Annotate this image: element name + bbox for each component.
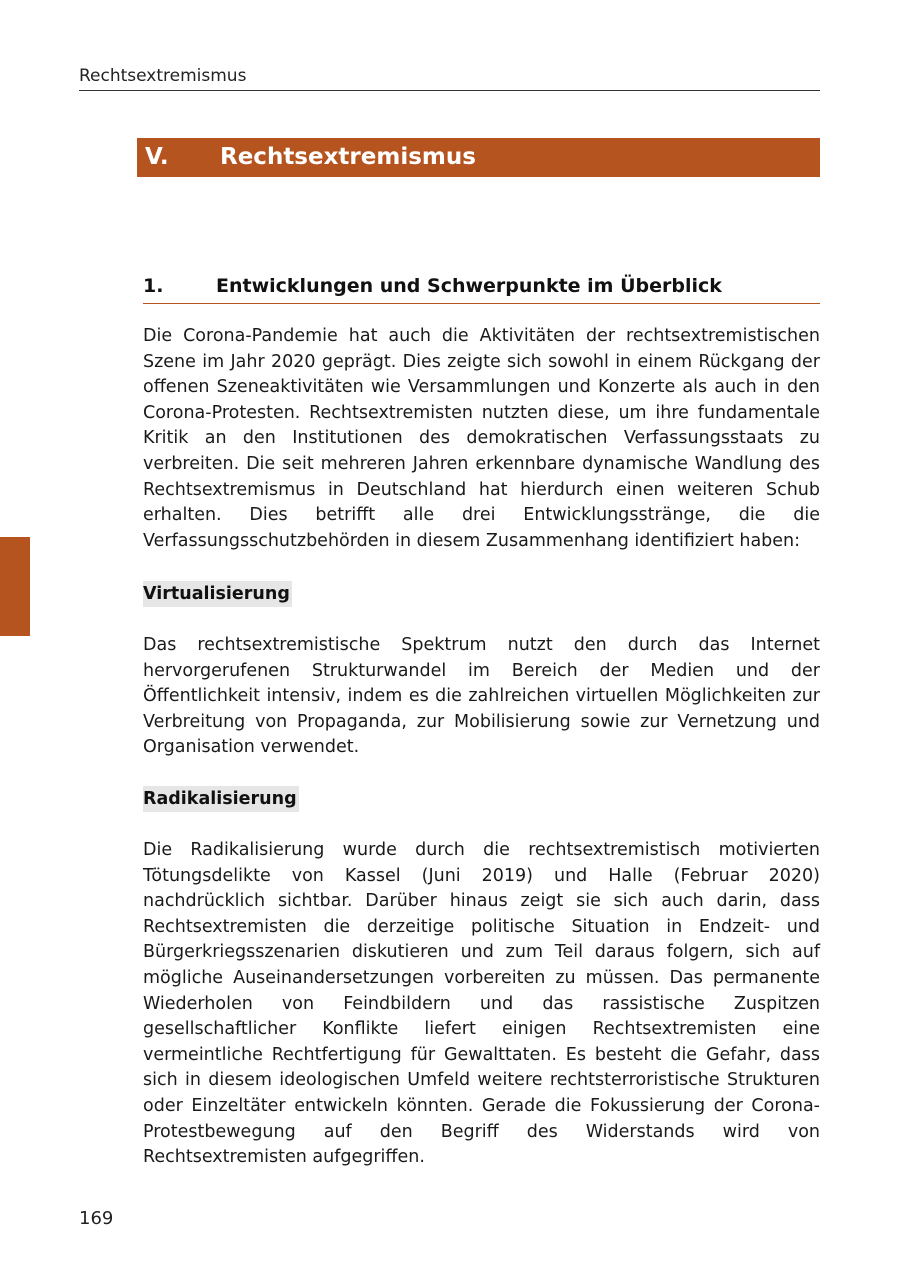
section-heading [143, 273, 820, 304]
radikalisierung-paragraph: Die Radikalisierung wurde durch die rechtsextremistisch motivierten Tötungsdelikte von Kassel (Juni 2019) und Halle (Februar 2020) nachdrücklich sichtbar. Darüber hinaus zeigt sie sich auch darin, dass Rechtsextremisten die derzeitige politische Situation in Endzeit- und Bürgerkriegsszenarien diskutieren und zum Teil daraus folgern, sich auf mögliche Auseinandersetzungen vorbereiten zu müssen. Das permanente Wiederholen von Feindbildern und das rassistische Zuspitzen gesellschaftlicher Konflikte liefert einigen Rechtsextremisten eine vermeintliche Rechtfertigung für Gewalttaten. Es besteht die Gefahr, dass sich in diesem ideologischen Umfeld weitere rechtsterroristische Strukturen oder Einzeltäter entwickeln könnten. Gerade die Fokussierung der Corona-Protestbewegung auf den Begriff des Widerstands wird von Rechtsextremisten aufgegriffen. [143, 840, 820, 1168]
intro-paragraph: Die Corona-Pandemie hat auch die Aktivitäten der rechtsextremistischen Szene im Jahr 2020 geprägt. Dies zeigte sich sowohl in einem Rückgang der offenen Szeneaktivitäten wie Versammlungen und Konzerte als auch in den Corona-Protesten. Rechtsextremisten nutzten diese, um ihre fundamentale Kritik an den Institutionen des demokratischen Verfassungsstaats zu verbreiten. Die seit mehreren Jahren erkennbare dynamische Wandlung des Rechtsextremismus in Deutschland hat hierdurch einen weiteren Schub erhalten. Dies betrifft alle drei Entwicklungsstränge, die die Verfassungsschutzbehörden in diesem Zusammenhang identifiziert haben: [143, 326, 820, 551]
chapter-title: Rechtsextremismus [220, 144, 476, 170]
chapter-title-bar [137, 138, 820, 177]
section-title: Entwicklungen und Schwerpunkte im Überblick [216, 275, 722, 297]
chapter-number: V. [145, 144, 169, 170]
subheading-virtualisierung: Virtualisierung [143, 581, 292, 607]
running-header: Rechtsextremismus [79, 66, 820, 91]
subheading-radikalisierung: Radikalisierung [143, 786, 299, 812]
virtualisierung-paragraph: Das rechtsextremistische Spektrum nutzt den durch das Internet hervorgerufenen Strukturwandel im Bereich der Medien und der Öffentlichkeit intensiv, indem es die zahlreichen virtuellen Möglichkeiten zur Verbreitung von Propaganda, zur Mobilisierung sowie zur Vernetzung und Organisation verwendet. [143, 635, 820, 758]
section-number: 1. [143, 275, 164, 297]
chapter-side-tab [0, 537, 30, 636]
page-number: 169 [79, 1208, 114, 1229]
